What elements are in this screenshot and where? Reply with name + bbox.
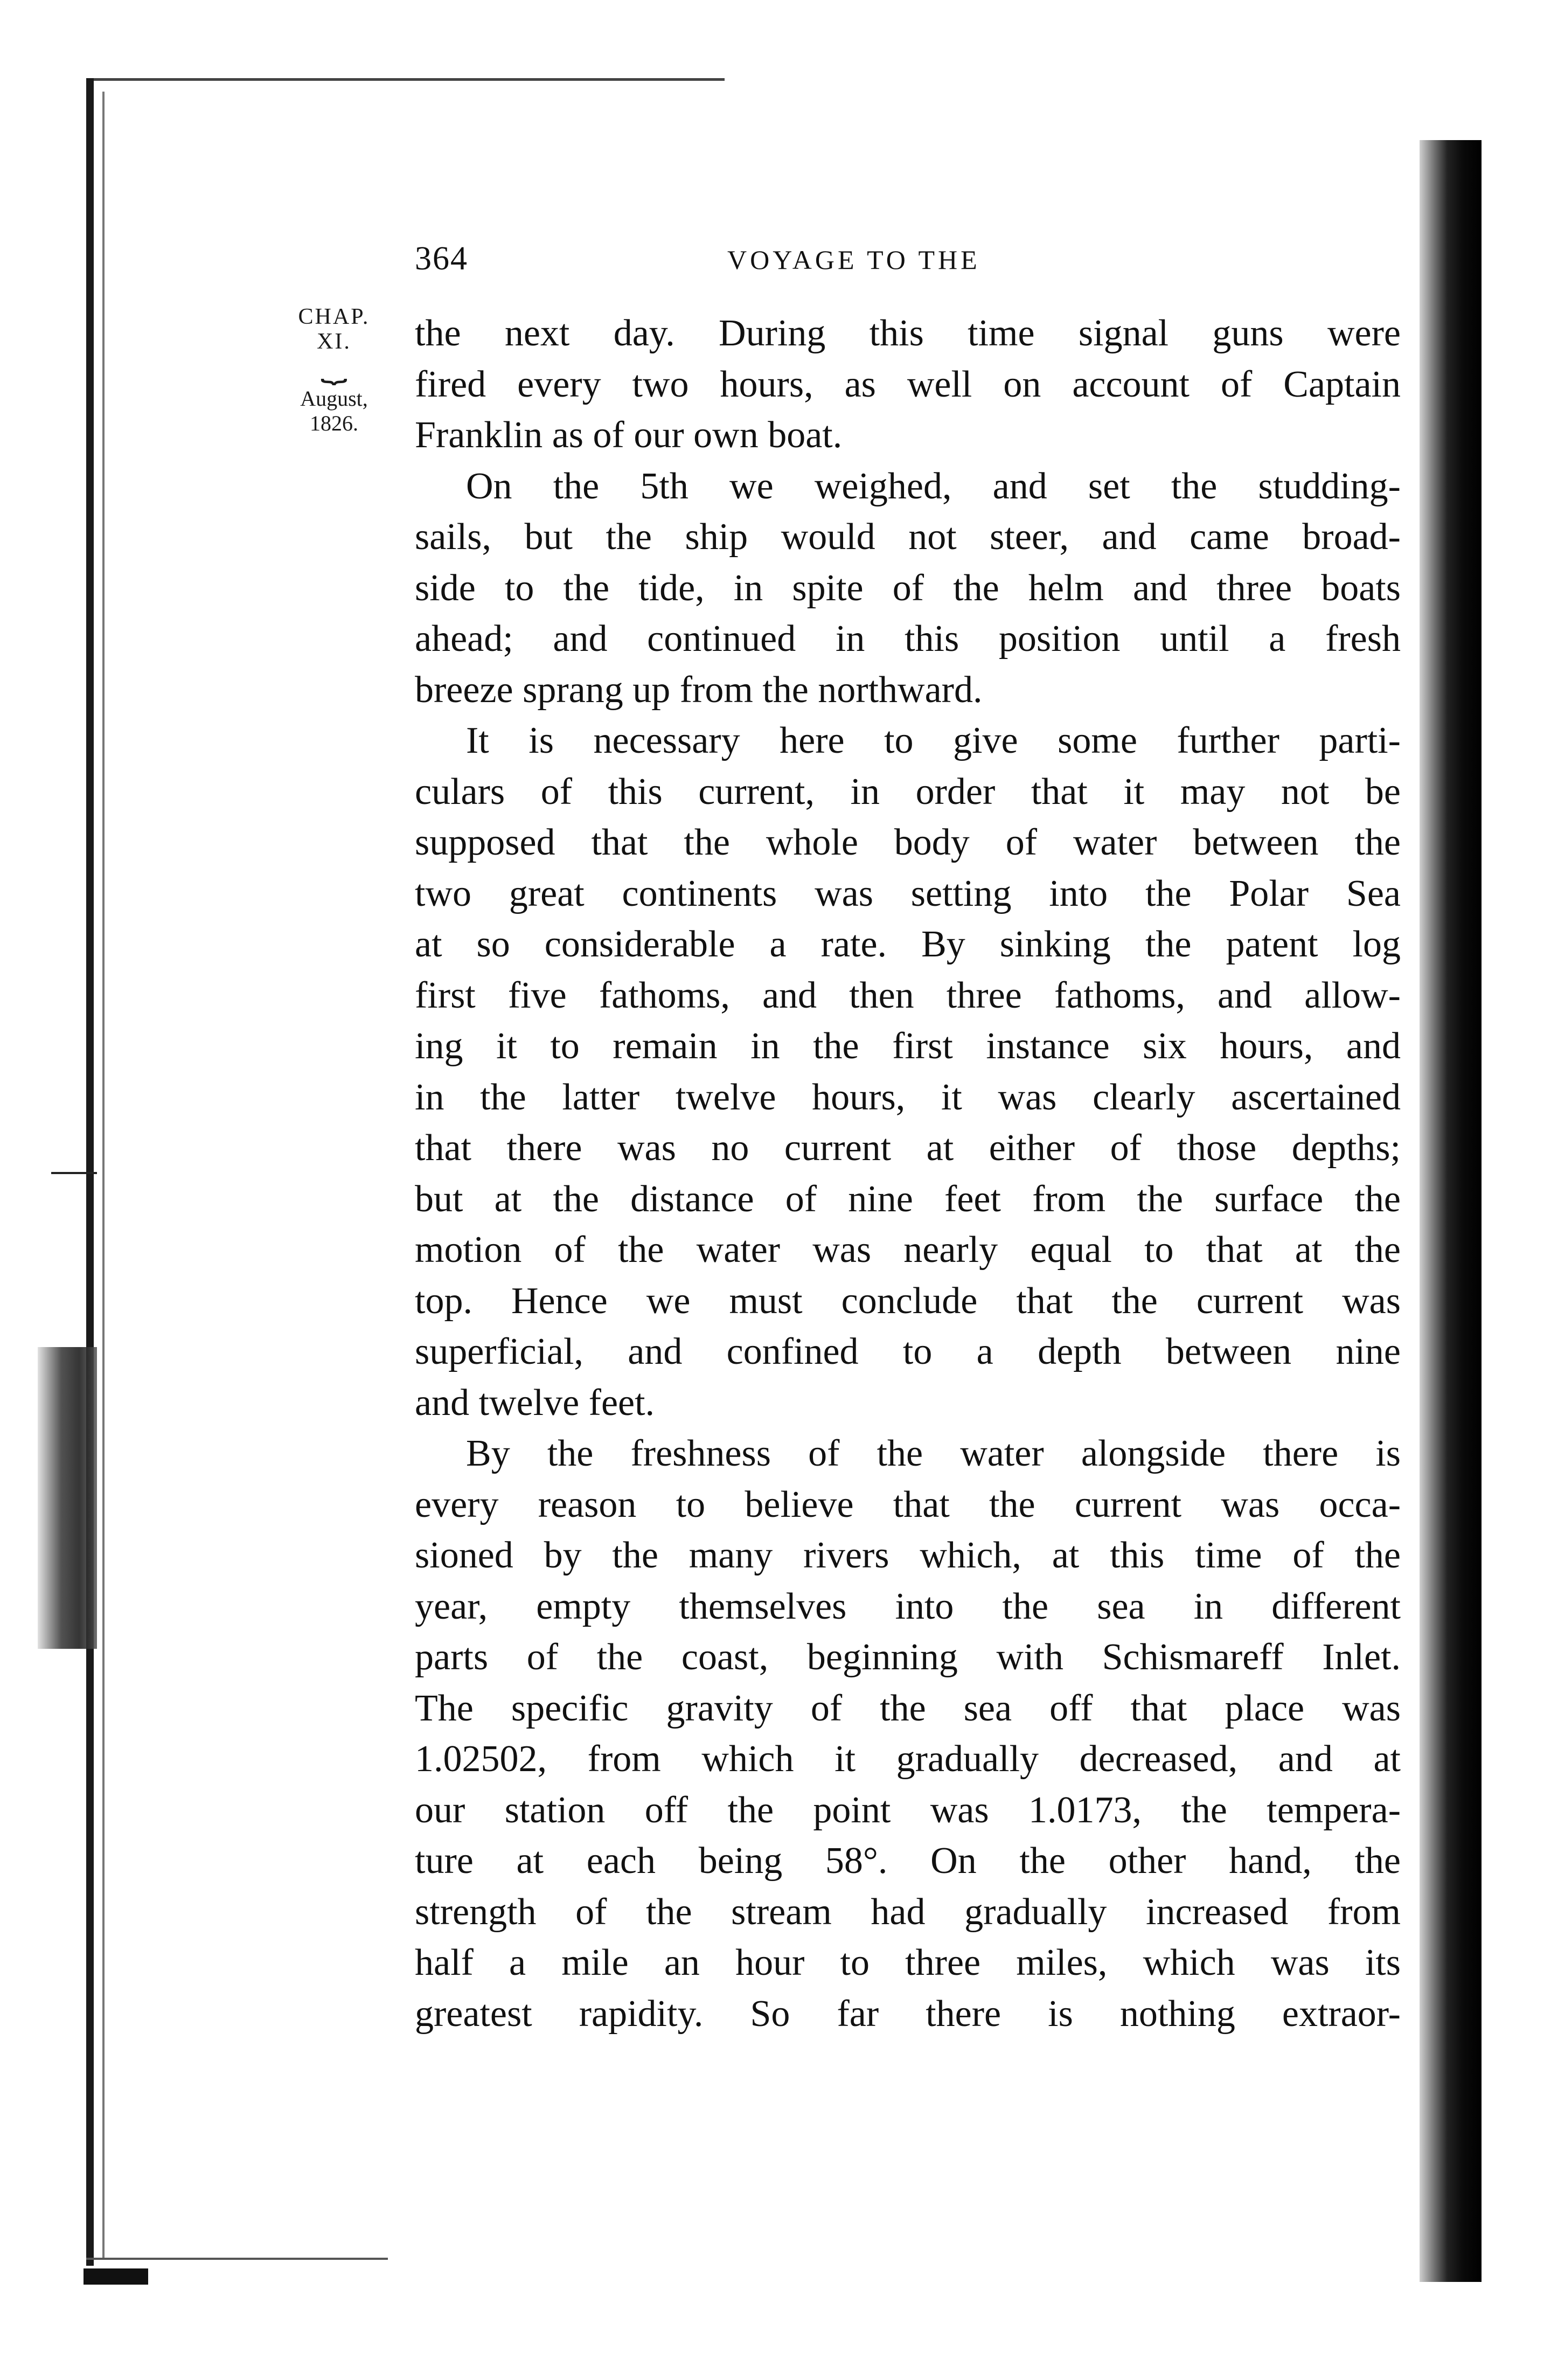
text-line: in the latter twelve hours, it was clearly ascertained <box>415 1076 1401 1118</box>
text-line: ing it to remain in the first instance six hours, and <box>415 1025 1401 1067</box>
text-line: supposed that the whole body of water between the <box>415 822 1401 863</box>
text-line: strength of the stream had gradually increased from <box>415 1891 1401 1933</box>
page-corner-shadow <box>84 2268 148 2285</box>
text-line: motion of the water was nearly equal to that at the <box>415 1229 1401 1271</box>
page-number: 364 <box>415 240 468 277</box>
text-line: parts of the coast, beginning with Schismareff Inlet. <box>415 1636 1401 1678</box>
page-edge-top <box>89 78 725 81</box>
text-line: ahead; and continued in this position until a fresh <box>415 618 1401 660</box>
running-head: VOYAGE TO THE <box>727 245 980 275</box>
text-line: breeze sprang up from the northward. <box>415 669 983 711</box>
body-text <box>415 308 1401 2039</box>
text-line: side to the tide, in spite of the helm and three boats <box>415 567 1401 609</box>
text-line: that there was no current at either of those depths; <box>415 1127 1401 1169</box>
paragraph-first-line: On the 5th we weighed, and set the studding- <box>466 465 1401 507</box>
page-header <box>415 240 1401 277</box>
text-line: but at the distance of nine feet from the surface the <box>415 1178 1401 1220</box>
margin-note <box>269 304 399 436</box>
page-fore-edge-shadow <box>1420 140 1482 2282</box>
page-edge-bottom <box>86 2258 388 2260</box>
text-line: every reason to believe that the current was occa- <box>415 1483 1401 1525</box>
text-line: year, empty themselves into the sea in different <box>415 1585 1401 1627</box>
margin-tick-mark <box>51 1172 97 1174</box>
chapter-label: CHAP. <box>298 304 370 329</box>
text-line: sails, but the ship would not steer, and came broad- <box>415 516 1401 558</box>
text-line: at so considerable a rate. By sinking the patent log <box>415 924 1401 965</box>
text-line: ture at each being 58°. On the other hand, the <box>415 1840 1401 1882</box>
text-line: and twelve feet. <box>415 1382 655 1424</box>
margin-scan-artifact <box>38 1347 97 1649</box>
paragraph-first-line: By the freshness of the water alongside there is <box>466 1433 1401 1474</box>
text-line: 1.02502, from which it gradually decreased, and at <box>415 1738 1401 1780</box>
chapter-number: XI. <box>317 329 351 354</box>
text-line: the next day. During this time signal guns were <box>415 313 1401 354</box>
text-line: Franklin as of our own boat. <box>415 414 843 456</box>
binding-inner-edge <box>102 92 105 2258</box>
margin-date-month: August, <box>300 386 368 411</box>
text-line: first five fathoms, and then three fathoms, and allow- <box>415 974 1401 1016</box>
text-line: superficial, and confined to a depth between nine <box>415 1331 1401 1372</box>
text-line: top. Hence we must conclude that the current was <box>415 1280 1401 1322</box>
brace-ornament: ⏟ <box>321 352 347 383</box>
text-line: The specific gravity of the sea off that place was <box>415 1687 1401 1729</box>
text-line: sioned by the many rivers which, at this time of the <box>415 1535 1401 1576</box>
text-line: greatest rapidity. So far there is nothing extraor- <box>415 1993 1401 2035</box>
text-line: half a mile an hour to three miles, which was its <box>415 1942 1401 1983</box>
text-line: culars of this current, in order that it may not be <box>415 771 1401 813</box>
text-line: two great continents was setting into the Polar Sea <box>415 872 1401 914</box>
text-line: fired every two hours, as well on account of Captain <box>415 363 1401 405</box>
paragraph-first-line: It is necessary here to give some further parti- <box>466 720 1401 761</box>
margin-date-year: 1826. <box>310 411 358 435</box>
text-line: our station off the point was 1.0173, the tempera- <box>415 1789 1401 1831</box>
